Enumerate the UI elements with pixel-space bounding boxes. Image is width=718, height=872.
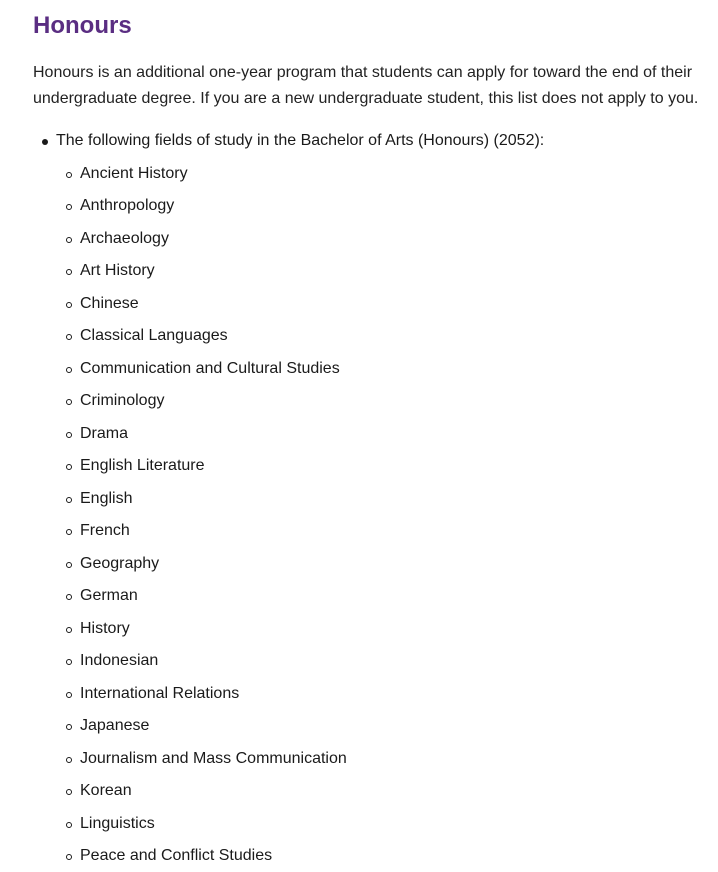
circle-bullet-icon xyxy=(66,237,72,243)
field-of-study-label: Classical Languages xyxy=(80,327,228,344)
field-of-study-label: Criminology xyxy=(80,392,165,409)
circle-bullet-icon xyxy=(66,529,72,535)
circle-bullet-icon xyxy=(66,399,72,405)
program-list-item xyxy=(33,129,703,868)
field-of-study-item xyxy=(56,292,703,316)
field-of-study-item xyxy=(56,812,703,836)
circle-bullet-icon xyxy=(66,464,72,470)
circle-bullet-icon xyxy=(66,854,72,860)
circle-bullet-icon xyxy=(66,757,72,763)
circle-bullet-icon xyxy=(66,789,72,795)
field-of-study-item xyxy=(56,584,703,608)
field-of-study-item xyxy=(56,259,703,283)
field-of-study-label: Japanese xyxy=(80,717,150,734)
field-of-study-label: Geography xyxy=(80,554,160,572)
field-of-study-label: Korean xyxy=(80,782,132,799)
field-of-study-item xyxy=(56,162,703,186)
circle-bullet-icon xyxy=(66,724,72,730)
field-of-study-item xyxy=(56,714,703,738)
circle-bullet-icon xyxy=(66,497,72,503)
program-lead-text: The following fields of study in the Bachelor of Arts (Honours) (2052): xyxy=(56,132,545,149)
field-of-study-item xyxy=(56,487,703,511)
field-of-study-label: Ancient History xyxy=(80,164,188,182)
circle-bullet-icon xyxy=(66,302,72,308)
field-of-study-item xyxy=(56,324,703,348)
field-of-study-label: Journalism and Mass Communication xyxy=(80,749,347,767)
honours-section xyxy=(33,10,703,868)
field-of-study-item xyxy=(56,617,703,641)
field-of-study-item xyxy=(56,454,703,478)
field-of-study-label: Archaeology xyxy=(80,229,169,247)
circle-bullet-icon xyxy=(66,432,72,438)
field-of-study-label: Chinese xyxy=(80,294,139,312)
circle-bullet-icon xyxy=(66,204,72,210)
field-of-study-item xyxy=(56,844,703,868)
field-of-study-item xyxy=(56,649,703,673)
program-list xyxy=(33,129,703,868)
fields-of-study-list xyxy=(56,162,703,869)
field-of-study-label: English Literature xyxy=(80,457,205,474)
field-of-study-item xyxy=(56,389,703,413)
circle-bullet-icon xyxy=(66,659,72,665)
field-of-study-label: Peace and Conflict Studies xyxy=(80,847,273,864)
field-of-study-label: French xyxy=(80,522,130,539)
field-of-study-label: International Relations xyxy=(80,684,240,702)
circle-bullet-icon xyxy=(66,269,72,275)
circle-bullet-icon xyxy=(66,692,72,698)
circle-bullet-icon xyxy=(66,334,72,340)
circle-bullet-icon xyxy=(66,822,72,828)
field-of-study-label: Art History xyxy=(80,262,155,279)
field-of-study-item xyxy=(56,357,703,381)
field-of-study-label: German xyxy=(80,587,138,604)
field-of-study-item xyxy=(56,519,703,543)
field-of-study-label: Indonesian xyxy=(80,652,159,669)
field-of-study-item xyxy=(56,779,703,803)
circle-bullet-icon xyxy=(66,562,72,568)
field-of-study-label: Drama xyxy=(80,424,129,442)
field-of-study-item xyxy=(56,682,703,706)
field-of-study-item xyxy=(56,552,703,576)
field-of-study-label: Linguistics xyxy=(80,814,155,832)
field-of-study-label: English xyxy=(80,489,133,507)
field-of-study-item xyxy=(56,747,703,771)
circle-bullet-icon xyxy=(66,627,72,633)
field-of-study-label: History xyxy=(80,619,130,637)
circle-bullet-icon xyxy=(66,172,72,178)
field-of-study-item xyxy=(56,194,703,218)
bullet-icon xyxy=(42,139,48,145)
field-of-study-item xyxy=(56,227,703,251)
section-heading: Honours xyxy=(33,12,132,39)
field-of-study-item xyxy=(56,422,703,446)
circle-bullet-icon xyxy=(66,367,72,373)
intro-paragraph: Honours is an additional one-year program that students can apply for toward the end of their undergraduate degree. If you are a new undergraduate student, this list does not apply to you. xyxy=(33,64,699,107)
field-of-study-label: Communication and Cultural Studies xyxy=(80,359,340,377)
field-of-study-label: Anthropology xyxy=(80,197,175,214)
circle-bullet-icon xyxy=(66,594,72,600)
